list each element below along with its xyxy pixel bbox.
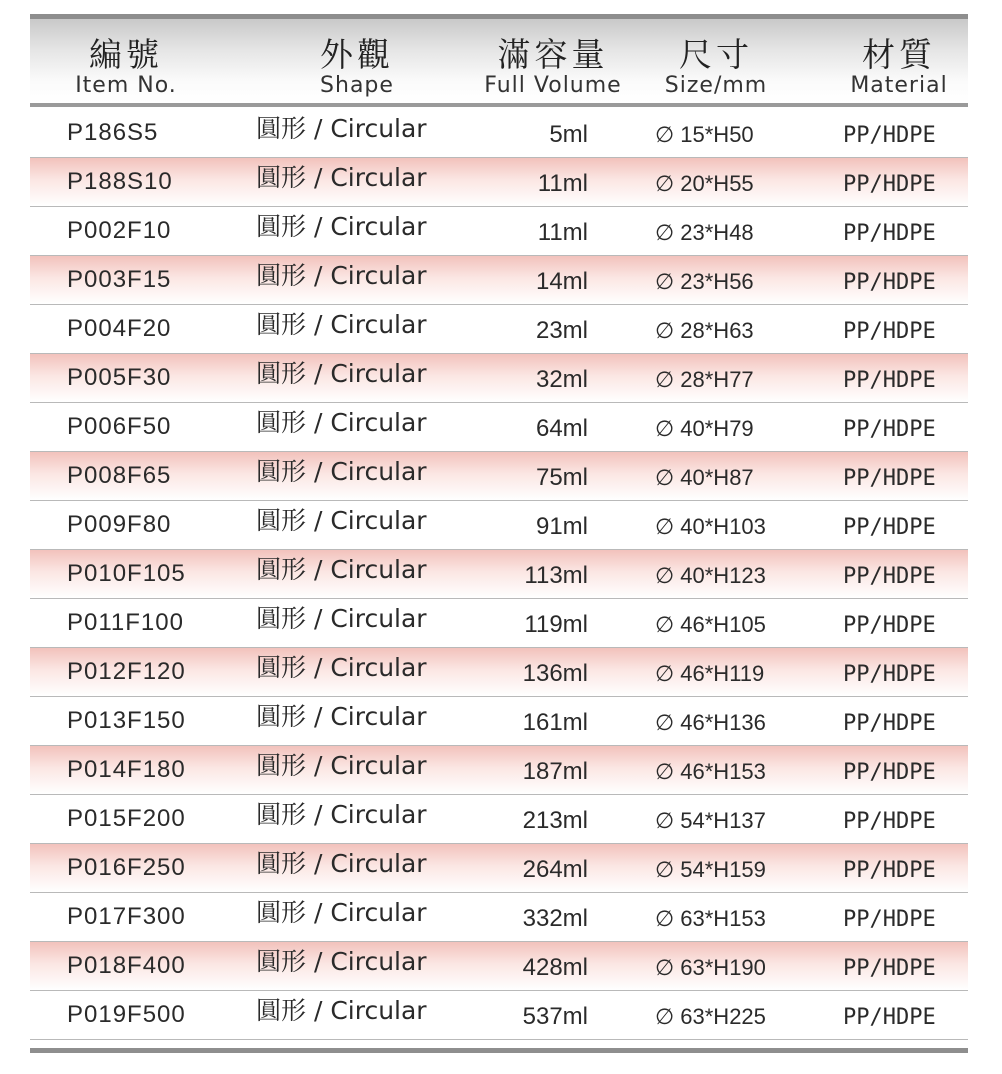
- table-row: [30, 501, 968, 550]
- header-material-en: Material: [850, 73, 948, 98]
- volume-cell: 64ml: [535, 415, 588, 442]
- item-no-cell: P012F120: [67, 658, 186, 685]
- volume-cell: 75ml: [535, 464, 588, 491]
- header-volume-en: Full Volume: [484, 73, 622, 98]
- shape-cell: 圓形 / Circular: [256, 947, 427, 976]
- table-row: [30, 844, 968, 893]
- table-row: [30, 207, 968, 256]
- volume-cell: 5ml: [549, 121, 588, 148]
- volume-cell: 332ml: [522, 905, 588, 932]
- material-cell: PP/HDPE: [843, 368, 936, 393]
- header-shape-en: Shape: [320, 73, 394, 98]
- table-row: [30, 354, 968, 403]
- volume-cell: 537ml: [522, 1003, 588, 1030]
- table-row: [30, 648, 968, 697]
- material-cell: PP/HDPE: [843, 858, 936, 883]
- size-cell: ∅ 46*H136: [655, 710, 766, 735]
- shape-cell: 圓形 / Circular: [256, 212, 427, 241]
- header-item-no-zh: 編號: [89, 35, 163, 74]
- material-cell: PP/HDPE: [843, 613, 936, 638]
- size-cell: ∅ 20*H55: [655, 171, 754, 196]
- shape-cell: 圓形 / Circular: [256, 898, 427, 927]
- item-no-cell: P009F80: [67, 511, 172, 538]
- table-row: [30, 403, 968, 452]
- volume-cell: 428ml: [522, 954, 588, 981]
- volume-cell: 136ml: [522, 660, 588, 687]
- item-no-cell: P017F300: [67, 903, 186, 930]
- item-no-cell: P006F50: [67, 413, 172, 440]
- table-row: [30, 305, 968, 354]
- volume-cell: 23ml: [535, 317, 588, 344]
- size-cell: ∅ 28*H77: [655, 367, 754, 392]
- table-row: [30, 991, 968, 1040]
- shape-cell: 圓形 / Circular: [256, 653, 427, 682]
- table-row: [30, 109, 968, 158]
- size-cell: ∅ 54*H159: [655, 857, 766, 882]
- table-row: [30, 158, 968, 207]
- table-row: [30, 697, 968, 746]
- material-cell: PP/HDPE: [843, 760, 936, 785]
- volume-cell: 91ml: [535, 513, 588, 540]
- item-no-cell: P008F65: [67, 462, 172, 489]
- item-no-cell: P004F20: [67, 315, 172, 342]
- size-cell: ∅ 46*H105: [655, 612, 766, 637]
- volume-cell: 264ml: [522, 856, 588, 883]
- item-no-cell: P002F10: [67, 217, 172, 244]
- item-no-cell: P013F150: [67, 707, 186, 734]
- volume-cell: 213ml: [522, 807, 588, 834]
- material-cell: PP/HDPE: [843, 662, 936, 687]
- shape-cell: 圓形 / Circular: [256, 996, 427, 1025]
- shape-cell: 圓形 / Circular: [256, 310, 427, 339]
- item-no-cell: P019F500: [67, 1001, 186, 1028]
- header-item-no-en: Item No.: [75, 73, 177, 98]
- shape-cell: 圓形 / Circular: [256, 849, 427, 878]
- item-no-cell: P010F105: [67, 560, 186, 587]
- size-cell: ∅ 40*H123: [655, 563, 766, 588]
- table-header: [30, 19, 968, 103]
- material-cell: PP/HDPE: [843, 809, 936, 834]
- table-row: [30, 746, 968, 795]
- size-cell: ∅ 63*H153: [655, 906, 766, 931]
- shape-cell: 圓形 / Circular: [256, 408, 427, 437]
- item-no-cell: P014F180: [67, 756, 186, 783]
- size-cell: ∅ 23*H48: [655, 220, 754, 245]
- material-cell: PP/HDPE: [843, 466, 936, 491]
- shape-cell: 圓形 / Circular: [256, 114, 427, 143]
- header-size-en: Size/mm: [664, 73, 768, 98]
- material-cell: PP/HDPE: [843, 1005, 936, 1030]
- table-row: [30, 599, 968, 648]
- size-cell: ∅ 46*H119: [655, 661, 765, 686]
- item-no-cell: P003F15: [67, 266, 172, 293]
- volume-cell: 11ml: [537, 170, 588, 197]
- volume-cell: 119ml: [524, 611, 588, 638]
- volume-cell: 161ml: [522, 709, 588, 736]
- header-divider: [30, 103, 968, 107]
- material-cell: PP/HDPE: [843, 907, 936, 932]
- material-cell: PP/HDPE: [843, 172, 936, 197]
- header-size-zh: 尺寸: [679, 35, 753, 74]
- table-row: [30, 256, 968, 305]
- header-shape-zh: 外觀: [320, 35, 394, 74]
- header-volume-zh: 滿容量: [497, 35, 609, 74]
- volume-cell: 14ml: [535, 268, 588, 295]
- volume-cell: 113ml: [524, 562, 588, 589]
- table-row: [30, 795, 968, 844]
- item-no-cell: P015F200: [67, 805, 186, 832]
- header-material: [838, 19, 960, 103]
- size-cell: ∅ 40*H87: [655, 465, 754, 490]
- shape-cell: 圓形 / Circular: [256, 163, 427, 192]
- shape-cell: 圓形 / Circular: [256, 506, 427, 535]
- header-material-zh: 材質: [862, 35, 936, 74]
- header-size: [654, 19, 778, 103]
- material-cell: PP/HDPE: [843, 956, 936, 981]
- size-cell: ∅ 28*H63: [655, 318, 754, 343]
- shape-cell: 圓形 / Circular: [256, 359, 427, 388]
- size-cell: ∅ 23*H56: [655, 269, 754, 294]
- size-cell: ∅ 63*H190: [655, 955, 766, 980]
- volume-cell: 32ml: [535, 366, 588, 393]
- table-row: [30, 942, 968, 991]
- header-shape: [292, 19, 422, 103]
- item-no-cell: P005F30: [67, 364, 172, 391]
- size-cell: ∅ 15*H50: [655, 122, 754, 147]
- material-cell: PP/HDPE: [843, 270, 936, 295]
- table-bottom-rule: [30, 1048, 968, 1053]
- shape-cell: 圓形 / Circular: [256, 555, 427, 584]
- table-row: [30, 452, 968, 501]
- size-cell: ∅ 63*H225: [655, 1004, 766, 1029]
- material-cell: PP/HDPE: [843, 123, 936, 148]
- item-no-cell: P186S5: [67, 119, 159, 146]
- item-no-cell: P188S10: [67, 168, 173, 195]
- header-volume: [478, 19, 628, 103]
- table-body: [30, 109, 968, 1040]
- volume-cell: 11ml: [537, 219, 588, 246]
- table-row: [30, 550, 968, 599]
- size-cell: ∅ 46*H153: [655, 759, 766, 784]
- item-no-cell: P016F250: [67, 854, 186, 881]
- material-cell: PP/HDPE: [843, 417, 936, 442]
- size-cell: ∅ 54*H137: [655, 808, 766, 833]
- shape-cell: 圓形 / Circular: [256, 702, 427, 731]
- size-cell: ∅ 40*H79: [655, 416, 754, 441]
- table-row: [30, 893, 968, 942]
- material-cell: PP/HDPE: [843, 221, 936, 246]
- shape-cell: 圓形 / Circular: [256, 604, 427, 633]
- volume-cell: 187ml: [522, 758, 588, 785]
- material-cell: PP/HDPE: [843, 319, 936, 344]
- shape-cell: 圓形 / Circular: [256, 261, 427, 290]
- size-cell: ∅ 40*H103: [655, 514, 766, 539]
- shape-cell: 圓形 / Circular: [256, 751, 427, 780]
- material-cell: PP/HDPE: [843, 515, 936, 540]
- material-cell: PP/HDPE: [843, 564, 936, 589]
- header-item-no: [70, 19, 182, 103]
- shape-cell: 圓形 / Circular: [256, 457, 427, 486]
- material-cell: PP/HDPE: [843, 711, 936, 736]
- item-no-cell: P018F400: [67, 952, 186, 979]
- item-no-cell: P011F100: [67, 609, 184, 636]
- shape-cell: 圓形 / Circular: [256, 800, 427, 829]
